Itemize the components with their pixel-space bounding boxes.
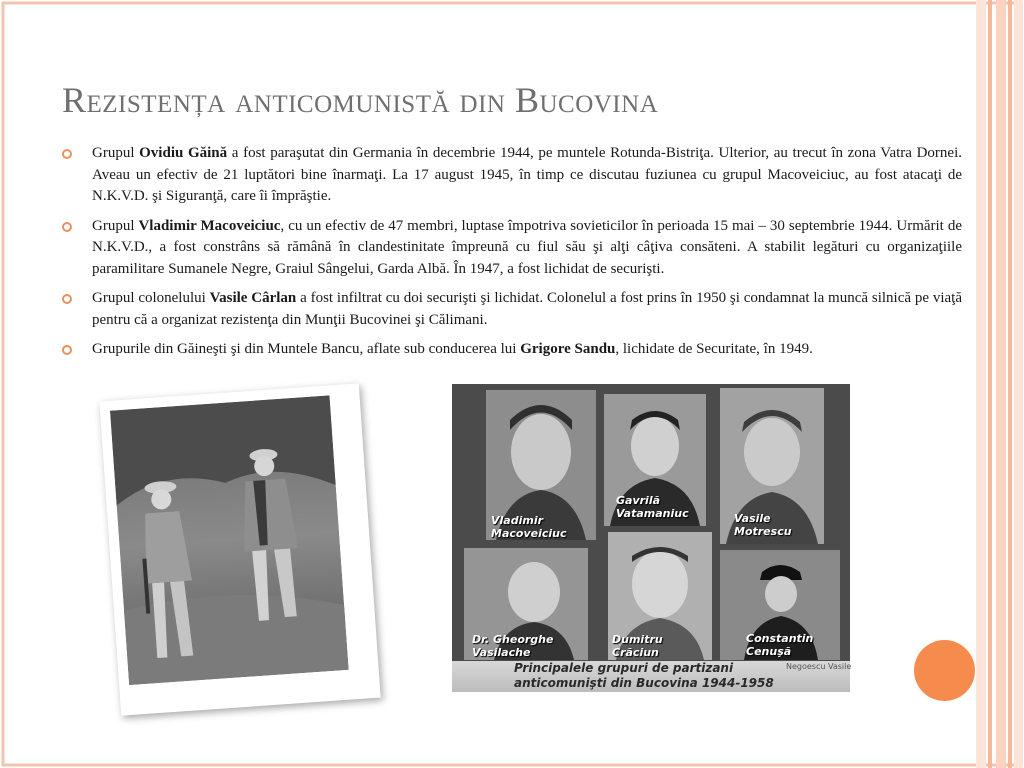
bullet-text: Grupul Ovidiu Găină a fost paraşutat din Germania în decembrie 1944, pe muntele Rotunda-Bistriţa. Ulterior, au trecut în zona Vatra Dornei. Aveau un efectiv de 21 luptători bine înarmaţi. La 17 august 1945, în timp ce discutau fuziunea cu grupul Macoveiciuc, au fost atacaţi de N.K.V.D. şi Siguranţă, care îi împrăştie. bbox=[92, 145, 962, 204]
bold-name: Grigore Sandu bbox=[520, 341, 616, 357]
bullet-text: Grupul Vladimir Macoveiciuc, cu un efectiv de 47 membri, luptase împotriva sovieticilor în perioada 15 mai – 30 septembrie 1944. Urmărit de N.K.V.D., a fost constrâns să rămână în clandestinitate împreună cu fiul său şi alţi câţiva consăteni. A stabilit legături cu organizaţiile paramilitare Sumanele Negre, Graiul Sângelui, Garda Albă. În 1947, a fost lichidat de securişti. bbox=[92, 217, 962, 277]
bold-name: Vladimir Macoveiciuc bbox=[138, 217, 281, 234]
bullet-item-3 bbox=[62, 288, 962, 331]
slide-title: Rezistența anticomunistă din Bucovina bbox=[62, 80, 659, 120]
caption-vasilache: Dr. Gheorghe Vasilache bbox=[472, 633, 554, 659]
bullet-list bbox=[62, 143, 962, 369]
bold-name: Ovidiu Găină bbox=[139, 145, 228, 161]
bullet-icon bbox=[62, 222, 72, 232]
bullet-item-4 bbox=[62, 339, 962, 361]
caption-craciun: Dumitru Crăciun bbox=[612, 633, 663, 659]
collage-caption: Principalele grupuri de partizani anticomunişti din Bucovina 1944-1958 bbox=[514, 661, 774, 690]
decorative-orange-circle bbox=[914, 640, 975, 701]
right-stripes bbox=[974, 0, 1024, 768]
caption-vatamaniuc: Gavrilă Vatamaniuc bbox=[616, 494, 689, 520]
bold-name: Vasile Cârlan bbox=[209, 290, 297, 306]
partisans-photo bbox=[99, 383, 380, 715]
bullet-item-2 bbox=[62, 216, 962, 281]
bullet-icon bbox=[62, 149, 72, 159]
bullet-icon bbox=[62, 345, 72, 355]
bullet-text: Grupurile din Găineşti şi din Muntele Bancu, aflate sub conducerea lui Grigore Sandu, lichidate de Securitate, în 1949. bbox=[92, 341, 813, 357]
caption-cenusa: Constantin Cenuşă bbox=[746, 632, 814, 658]
bullet-item-1 bbox=[62, 143, 962, 208]
caption-macoveiciuc: Vladimir Macoveiciuc bbox=[491, 514, 567, 540]
partisans-photo-image bbox=[110, 395, 349, 685]
bullet-icon bbox=[62, 294, 72, 304]
photo-credit: Negoescu Vasile bbox=[786, 662, 852, 671]
caption-motrescu: Vasile Motrescu bbox=[734, 512, 792, 538]
bullet-text: Grupul colonelului Vasile Cârlan a fost infiltrat cu doi securişti şi lichidat. Colonelul a fost prins în 1950 şi condamnat la muncă silnică pe viaţă pentru că a organizat rezistenţa din Munţii Bucovinei şi Călimani. bbox=[92, 290, 962, 328]
